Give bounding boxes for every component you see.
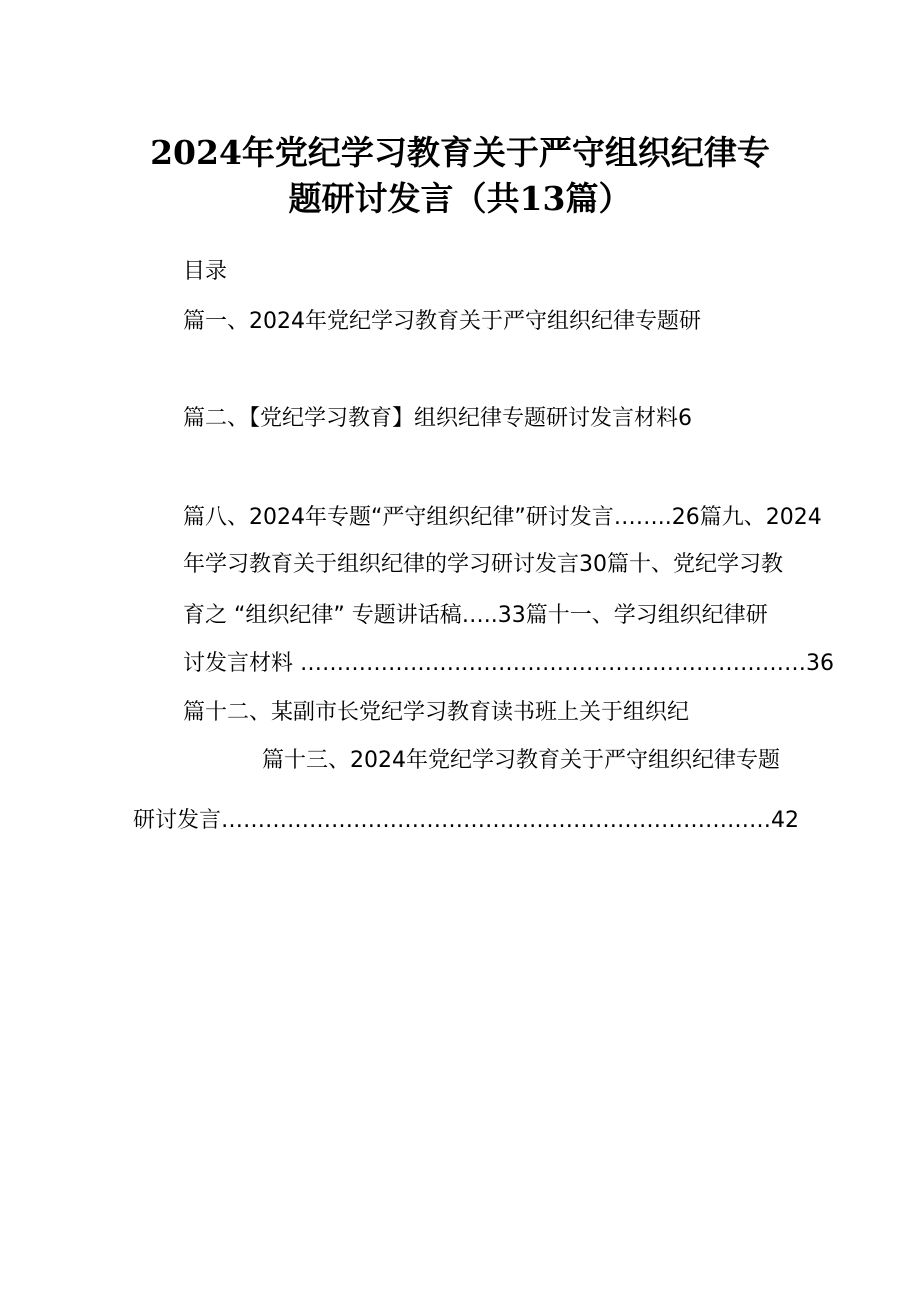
toc-entry-13-line2[interactable]: 研讨发言…………………………………………………………………42 bbox=[133, 808, 799, 833]
toc-paragraph-line-1[interactable]: 篇八、2024年专题“严守组织纪律”研讨发言……..26篇九、2024 bbox=[183, 505, 822, 530]
toc-paragraph-line-3[interactable]: 育之 “组织纪律” 专题讲话稿…..33篇十一、学习组织纪律研 bbox=[183, 603, 768, 628]
toc-heading: 目录 bbox=[183, 259, 228, 284]
toc-entry-13-line1[interactable]: 篇十三、2024年党纪学习教育关于严守组织纪律专题 bbox=[262, 748, 780, 773]
toc-entry-2[interactable]: 篇二、【党纪学习教育】组织纪律专题研讨发言材料6 bbox=[183, 406, 692, 431]
toc-entry-1[interactable]: 篇一、2024年党纪学习教育关于严守组织纪律专题研 bbox=[183, 309, 701, 334]
document-title-line1: 2024年党纪学习教育关于严守组织纪律专 bbox=[150, 133, 770, 172]
toc-paragraph-line-2[interactable]: 年学习教育关于组织纪律的学习研讨发言30篇十、党纪学习教 bbox=[183, 552, 783, 577]
toc-paragraph-line-4[interactable]: 讨发言材料 ……………………………………………………………36 bbox=[183, 651, 834, 676]
toc-entry-12[interactable]: 篇十二、某副市长党纪学习教育读书班上关于组织纪 bbox=[183, 700, 690, 725]
document-title-line2: 题研讨发言（共13篇） bbox=[288, 179, 632, 218]
